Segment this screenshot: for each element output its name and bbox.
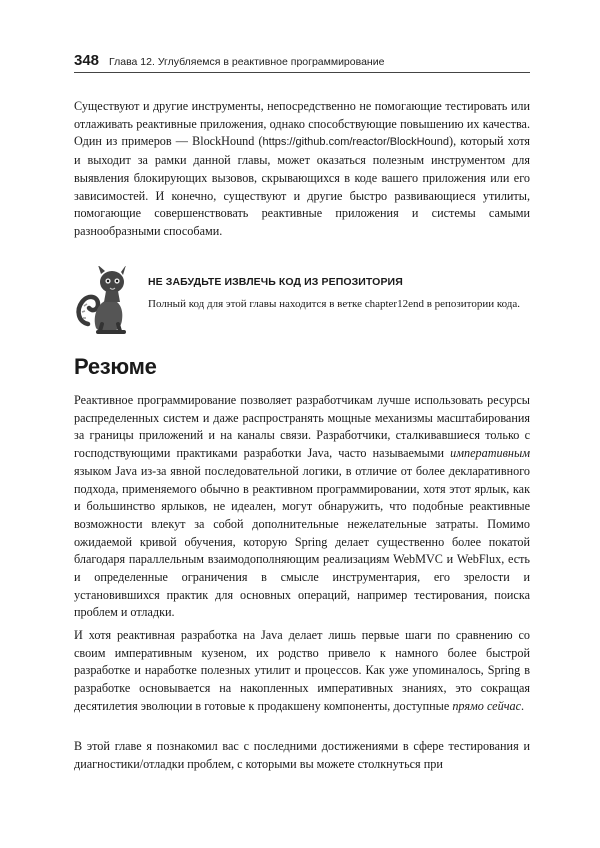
intro-paragraph <box>74 98 530 241</box>
summary-paragraph-3: В этой главе я познакомил вас с последними достижениями в сфере тестирования и диагностики/отладки проблем, с которыми вы можете столкнуться при <box>74 739 530 771</box>
page-number: 348 <box>74 52 100 69</box>
intro-text-1: Существуют и другие инструменты, непосредственно не помогающие тестировать или отлаживать реактивные приложения, однако способствующие повышению их качества. Один из примеров — BlockHound ( <box>74 99 530 149</box>
note-title: НЕ ЗАБУДЬТЕ ИЗВЛЕЧЬ КОД ИЗ РЕПОЗИТОРИЯ <box>148 276 403 288</box>
summary-p1-emphasis: императивным <box>450 446 530 461</box>
note-body: Полный код для этой главы находится в ветке chapter12end в репозитории кода. <box>148 298 521 310</box>
note-box <box>74 266 530 338</box>
lemur-icon <box>74 266 136 338</box>
summary-p1-text-a: Реактивное программирование позволяет разработчикам лучше использовать ресурсы распределенных систем и даже распространять мощные механизмы масштабирования за границы приложений и на каналы связи. Разработчики, сталкивавшиеся только с господствующими практиками разработки Java, часто называемыми <box>74 393 530 461</box>
summary-paragraph-2 <box>74 627 530 716</box>
intro-text-2: ), который хотя и выходит за рамки данной главы, может оказаться полезным инструментом для выявления блокирующих вызовов, скрывающихся в коде вашего приложения или его зависимостей. И конечно, существуют и другие быстро развивающиеся утилиты, помогающие совершенствовать реактивные приложения и системы самыми разнообразными способами. <box>74 134 530 238</box>
summary-paragraph-1 <box>74 392 530 622</box>
summary-p2-emphasis: прямо сейчас <box>452 698 522 713</box>
summary-p2-text-b: . <box>521 698 525 713</box>
summary-p2-text-a: И хотя реактивная разработка на Java делает лишь первые шаги по сравнению со своим императивным кузеном, их родство привело к намного более быстрой разработке и наработке полезных утилит и процессов. Как уже упоминалось, Spring в разработке основывается на накопленных императивных знаниях, это сокращая десятилетия эволюции в готовые к продакшену компоненты, доступные <box>74 628 530 713</box>
blockhound-link[interactable]: https://github.com/reactor/BlockHound <box>262 136 450 149</box>
section-title: Резюме <box>74 354 157 379</box>
summary-p1-text-b: языком Java из-за явной последовательной логики, в отличие от более декларативного подхода, применяемого обычно в реактивном программировании, хотя этот ярлык, как и большинство ярлыков, не идеален, могут обнаружить, что подобные реактивные возможности влекут за собой дополнительные нежелательные затраты. Помимо ожидаемой кривой обучения, которую Spring делает существенно более покатой благодаря параллельным взаимодополняющим реализациям WebMVC и WebFlux, есть и определенные ограничения в смысле инструментария, его зрелости и установившихся практик для основных операций, например тестирования, поиска проблем и отладки. <box>74 463 530 620</box>
running-head: Глава 12. Углубляемся в реактивное программирование <box>109 56 385 68</box>
page-header <box>74 52 530 69</box>
header-rule <box>74 72 530 73</box>
